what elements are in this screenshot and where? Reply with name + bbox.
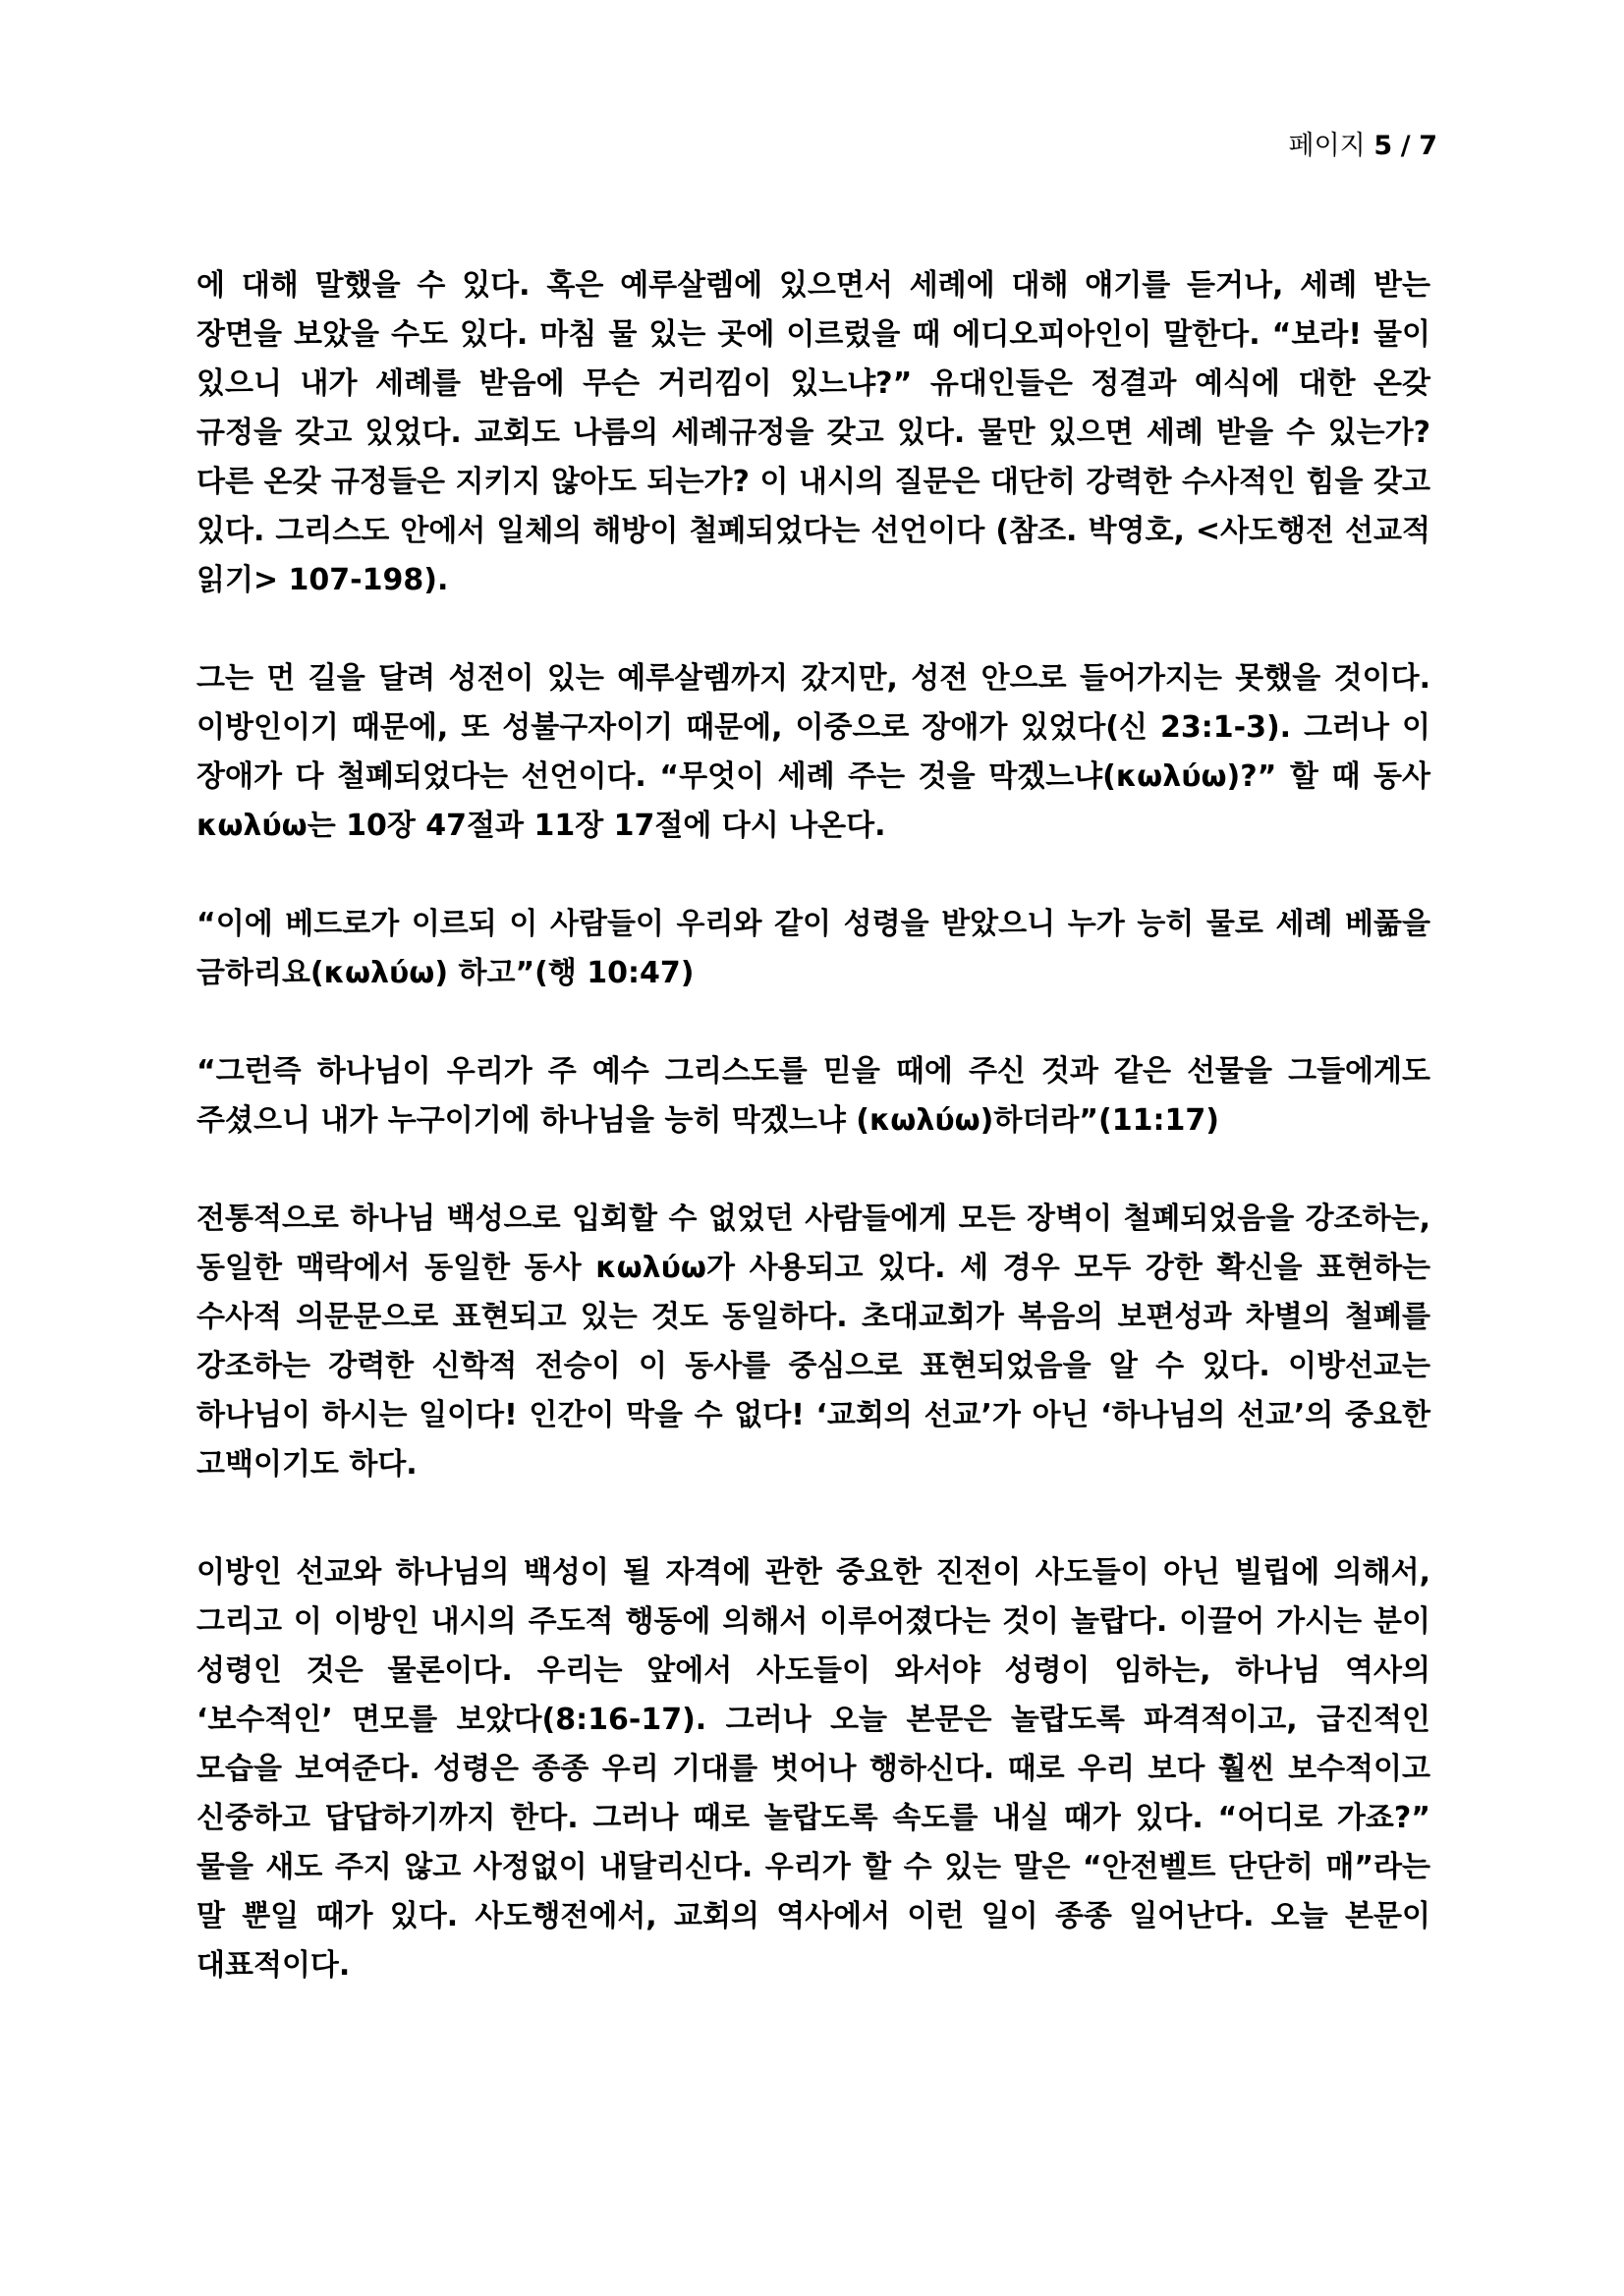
current-page-number: 5	[1373, 131, 1393, 161]
total-page-number: 7	[1419, 131, 1437, 161]
page-number-header	[1289, 124, 1438, 162]
paragraph-2: 그는 먼 길을 달려 성전이 있는 예루살렘까지 갔지만, 성전 안으로 들어가지는 못했을 것이다. 이방인이기 때문에, 또 성불구자이기 때문에, 이중으로 장애가 있었다(신 23:1-3). 그러나 이 장애가 다 철폐되었다는 선언이다. “무엇이 세례 주는 것을 막겠느냐(κωλύω)?” 할 때 동사 κωλύω는 10장 47절과 11장 17절에 다시 나온다.	[196, 661, 1430, 843]
page-label: 페이지	[1288, 131, 1366, 161]
paragraph-5: 전통적으로 하나님 백성으로 입회할 수 없었던 사람들에게 모든 장벽이 철폐되었음을 강조하는, 동일한 맥락에서 동일한 동사 κωλύω가 사용되고 있다. 세 경우 모두 강한 확신을 표현하는 수사적 의문문으로 표현되고 있는 것도 동일하다. 초대교회가 복음의 보편성과 차별의 철폐를 강조하는 강력한 신학적 전승이 이 동사를 중심으로 표현되었음을 알 수 있다. 이방선교는 하나님이 하시는 일이다! 인간이 막을 수 없다! ‘교회의 선교’가 아닌 ‘하나님의 선교’의 중요한 고백이기도 하다.	[196, 1202, 1430, 1482]
quote-acts-10-47: “이에 베드로가 이르되 이 사람들이 우리와 같이 성령을 받았으니 누가 능히 물로 세례 베풂을 금하리요(κωλύω) 하고”(행 10:47)	[196, 907, 1430, 990]
document-body	[196, 261, 1430, 1990]
page-separator: /	[1400, 131, 1411, 161]
paragraph-1: 에 대해 말했을 수 있다. 혹은 예루살렘에 있으면서 세례에 대해 얘기를 듣거나, 세례 받는 장면을 보았을 수도 있다. 마침 물 있는 곳에 이르렀을 때 에디오피아인이 말한다. “보라! 물이 있으니 내가 세례를 받음에 무슨 거리낌이 있느냐?” 유대인들은 정결과 예식에 대한 온갖 규정을 갖고 있었다. 교회도 나름의 세례규정을 갖고 있다. 물만 있으면 세례 받을 수 있는가? 다른 온갖 규정들은 지키지 않아도 되는가? 이 내시의 질문은 대단히 강력한 수사적인 힘을 갖고 있다. 그리스도 안에서 일체의 해방이 철폐되었다는 선언이다 (참조. 박영호, <사도행전 선교적 읽기> 107-198).	[196, 268, 1430, 597]
quote-acts-11-17: “그런즉 하나님이 우리가 주 예수 그리스도를 믿을 때에 주신 것과 같은 선물을 그들에게도 주셨으니 내가 누구이기에 하나님을 능히 막겠느냐 (κωλύω)하더라”(11:17)	[196, 1054, 1430, 1138]
paragraph-6: 이방인 선교와 하나님의 백성이 될 자격에 관한 중요한 진전이 사도들이 아닌 빌립에 의해서, 그리고 이 이방인 내시의 주도적 행동에 의해서 이루어졌다는 것이 놀랍다. 이끌어 가시는 분이 성령인 것은 물론이다. 우리는 앞에서 사도들이 와서야 성령이 임하는, 하나님 역사의 ‘보수적인’ 면모를 보았다(8:16-17). 그러나 오늘 본문은 놀랍도록 파격적이고, 급진적인 모습을 보여준다. 성령은 종종 우리 기대를 벗어나 행하신다. 때로 우리 보다 훨씬 보수적이고 신중하고 답답하기까지 한다. 그러나 때로 놀랍도록 속도를 내실 때가 있다. “어디로 가죠?” 물을 새도 주지 않고 사정없이 내달리신다. 우리가 할 수 있는 말은 “안전벨트 단단히 매”라는 말 뿐일 때가 있다. 사도행전에서, 교회의 역사에서 이런 일이 종종 일어난다. 오늘 본문이 대표적이다.	[196, 1555, 1430, 1983]
